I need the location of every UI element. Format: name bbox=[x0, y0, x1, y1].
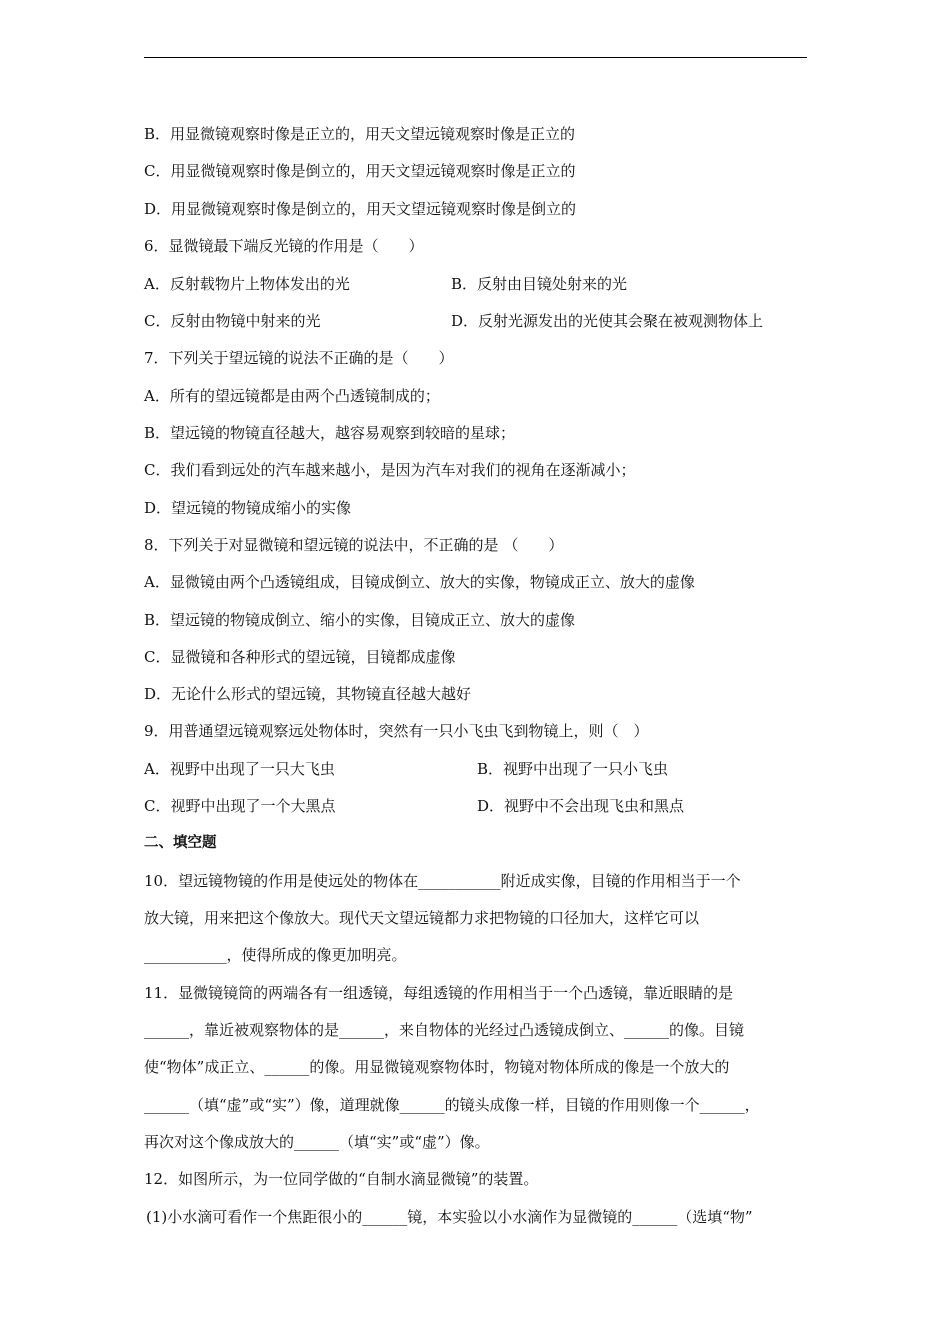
q9-option-c: C．视野中出现了一个大黑点 bbox=[144, 797, 336, 815]
q7-stem: 7．下列关于望远镜的说法不正确的是（ ） bbox=[144, 349, 454, 367]
section-heading-fill-in: 二、填空题 bbox=[144, 835, 217, 851]
q11-line-4: ______（填“虚”或“实”）像，道理就像______的镜头成像一样，目镜的作用则像一个______， bbox=[144, 1096, 760, 1114]
q9-stem: 9．用普通望远镜观察远处物体时，突然有一只小飞虫飞到物镜上，则（ ） bbox=[144, 722, 649, 740]
q10-line-3: ___________，使得所成的像更加明亮。 bbox=[144, 946, 407, 964]
q5-option-b: B．用显微镜观察时像是正立的，用天文望远镜观察时像是正立的 bbox=[144, 125, 576, 143]
q7-option-a: A．所有的望远镜都是由两个凸透镜制成的； bbox=[144, 387, 440, 405]
q5-option-c: C．用显微镜观察时像是倒立的，用天文望远镜观察时像是正立的 bbox=[144, 162, 576, 180]
q8-option-b: B．望远镜的物镜成倒立、缩小的实像，目镜成正立、放大的虚像 bbox=[144, 611, 576, 629]
q10-line-2: 放大镜，用来把这个像放大。现代天文望远镜都力求把物镜的口径加大，这样它可以 bbox=[144, 909, 700, 927]
q6-option-c: C．反射由物镜中射来的光 bbox=[144, 312, 321, 330]
q10-line-1: 10．望远镜物镜的作用是使远处的物体在___________附近成实像，目镜的作用相当于一个 bbox=[144, 872, 741, 890]
q9-option-d: D．视野中不会出现飞虫和黑点 bbox=[477, 797, 685, 815]
q9-option-b: B．视野中出现了一只小飞虫 bbox=[477, 760, 669, 778]
header-rule bbox=[144, 57, 807, 58]
q8-stem: 8．下列关于对显微镜和望远镜的说法中，不正确的是 （ ） bbox=[144, 536, 564, 554]
q6-option-a: A．反射载物片上物体发出的光 bbox=[144, 275, 350, 293]
q11-line-1: 11．显微镜镜筒的两端各有一组透镜，每组透镜的作用相当于一个凸透镜，靠近眼睛的是 bbox=[144, 984, 734, 1002]
q9-option-a: A．视野中出现了一只大飞虫 bbox=[144, 760, 335, 778]
q7-option-b: B．望远镜的物镜直径越大，越容易观察到较暗的星球； bbox=[144, 424, 516, 442]
q8-option-c: C．显微镜和各种形式的望远镜，目镜都成虚像 bbox=[144, 648, 456, 666]
q8-option-d: D．无论什么形式的望远镜，其物镜直径越大越好 bbox=[144, 685, 472, 703]
q6-option-b: B．反射由目镜处射来的光 bbox=[451, 275, 628, 293]
q5-option-d: D．用显微镜观察时像是倒立的，用天文望远镜观察时像是倒立的 bbox=[144, 200, 577, 218]
q7-option-c: C．我们看到远处的汽车越来越小，是因为汽车对我们的视角在逐渐减小； bbox=[144, 461, 636, 479]
q11-line-5: 再次对这个像成放大的______（填“实”或“虚”）像。 bbox=[144, 1133, 490, 1151]
q12-stem: 12．如图所示，为一位同学做的“自制水滴显微镜”的装置。 bbox=[144, 1170, 539, 1188]
q6-stem: 6．显微镜最下端反光镜的作用是（ ） bbox=[144, 237, 424, 255]
q8-option-a: A．显微镜由两个凸透镜组成，目镜成倒立、放大的实像，物镜成正立、放大的虚像 bbox=[144, 573, 695, 591]
q7-option-d: D．望远镜的物镜成缩小的实像 bbox=[144, 499, 352, 517]
q11-line-3: 使“物体”成正立、______的像。用显微镜观察物体时，物镜对物体所成的像是一个放大的 bbox=[144, 1058, 730, 1076]
q11-line-2: ______，靠近被观察物体的是______，来自物体的光经过凸透镜成倒立、______的像。目镜 bbox=[144, 1021, 745, 1039]
q12-part-1: (1)小水滴可看作一个焦距很小的______镜，本实验以小水滴作为显微镜的______（选填“物” bbox=[146, 1208, 753, 1226]
q6-option-d: D．反射光源发出的光使其会聚在被观测物体上 bbox=[451, 312, 764, 330]
